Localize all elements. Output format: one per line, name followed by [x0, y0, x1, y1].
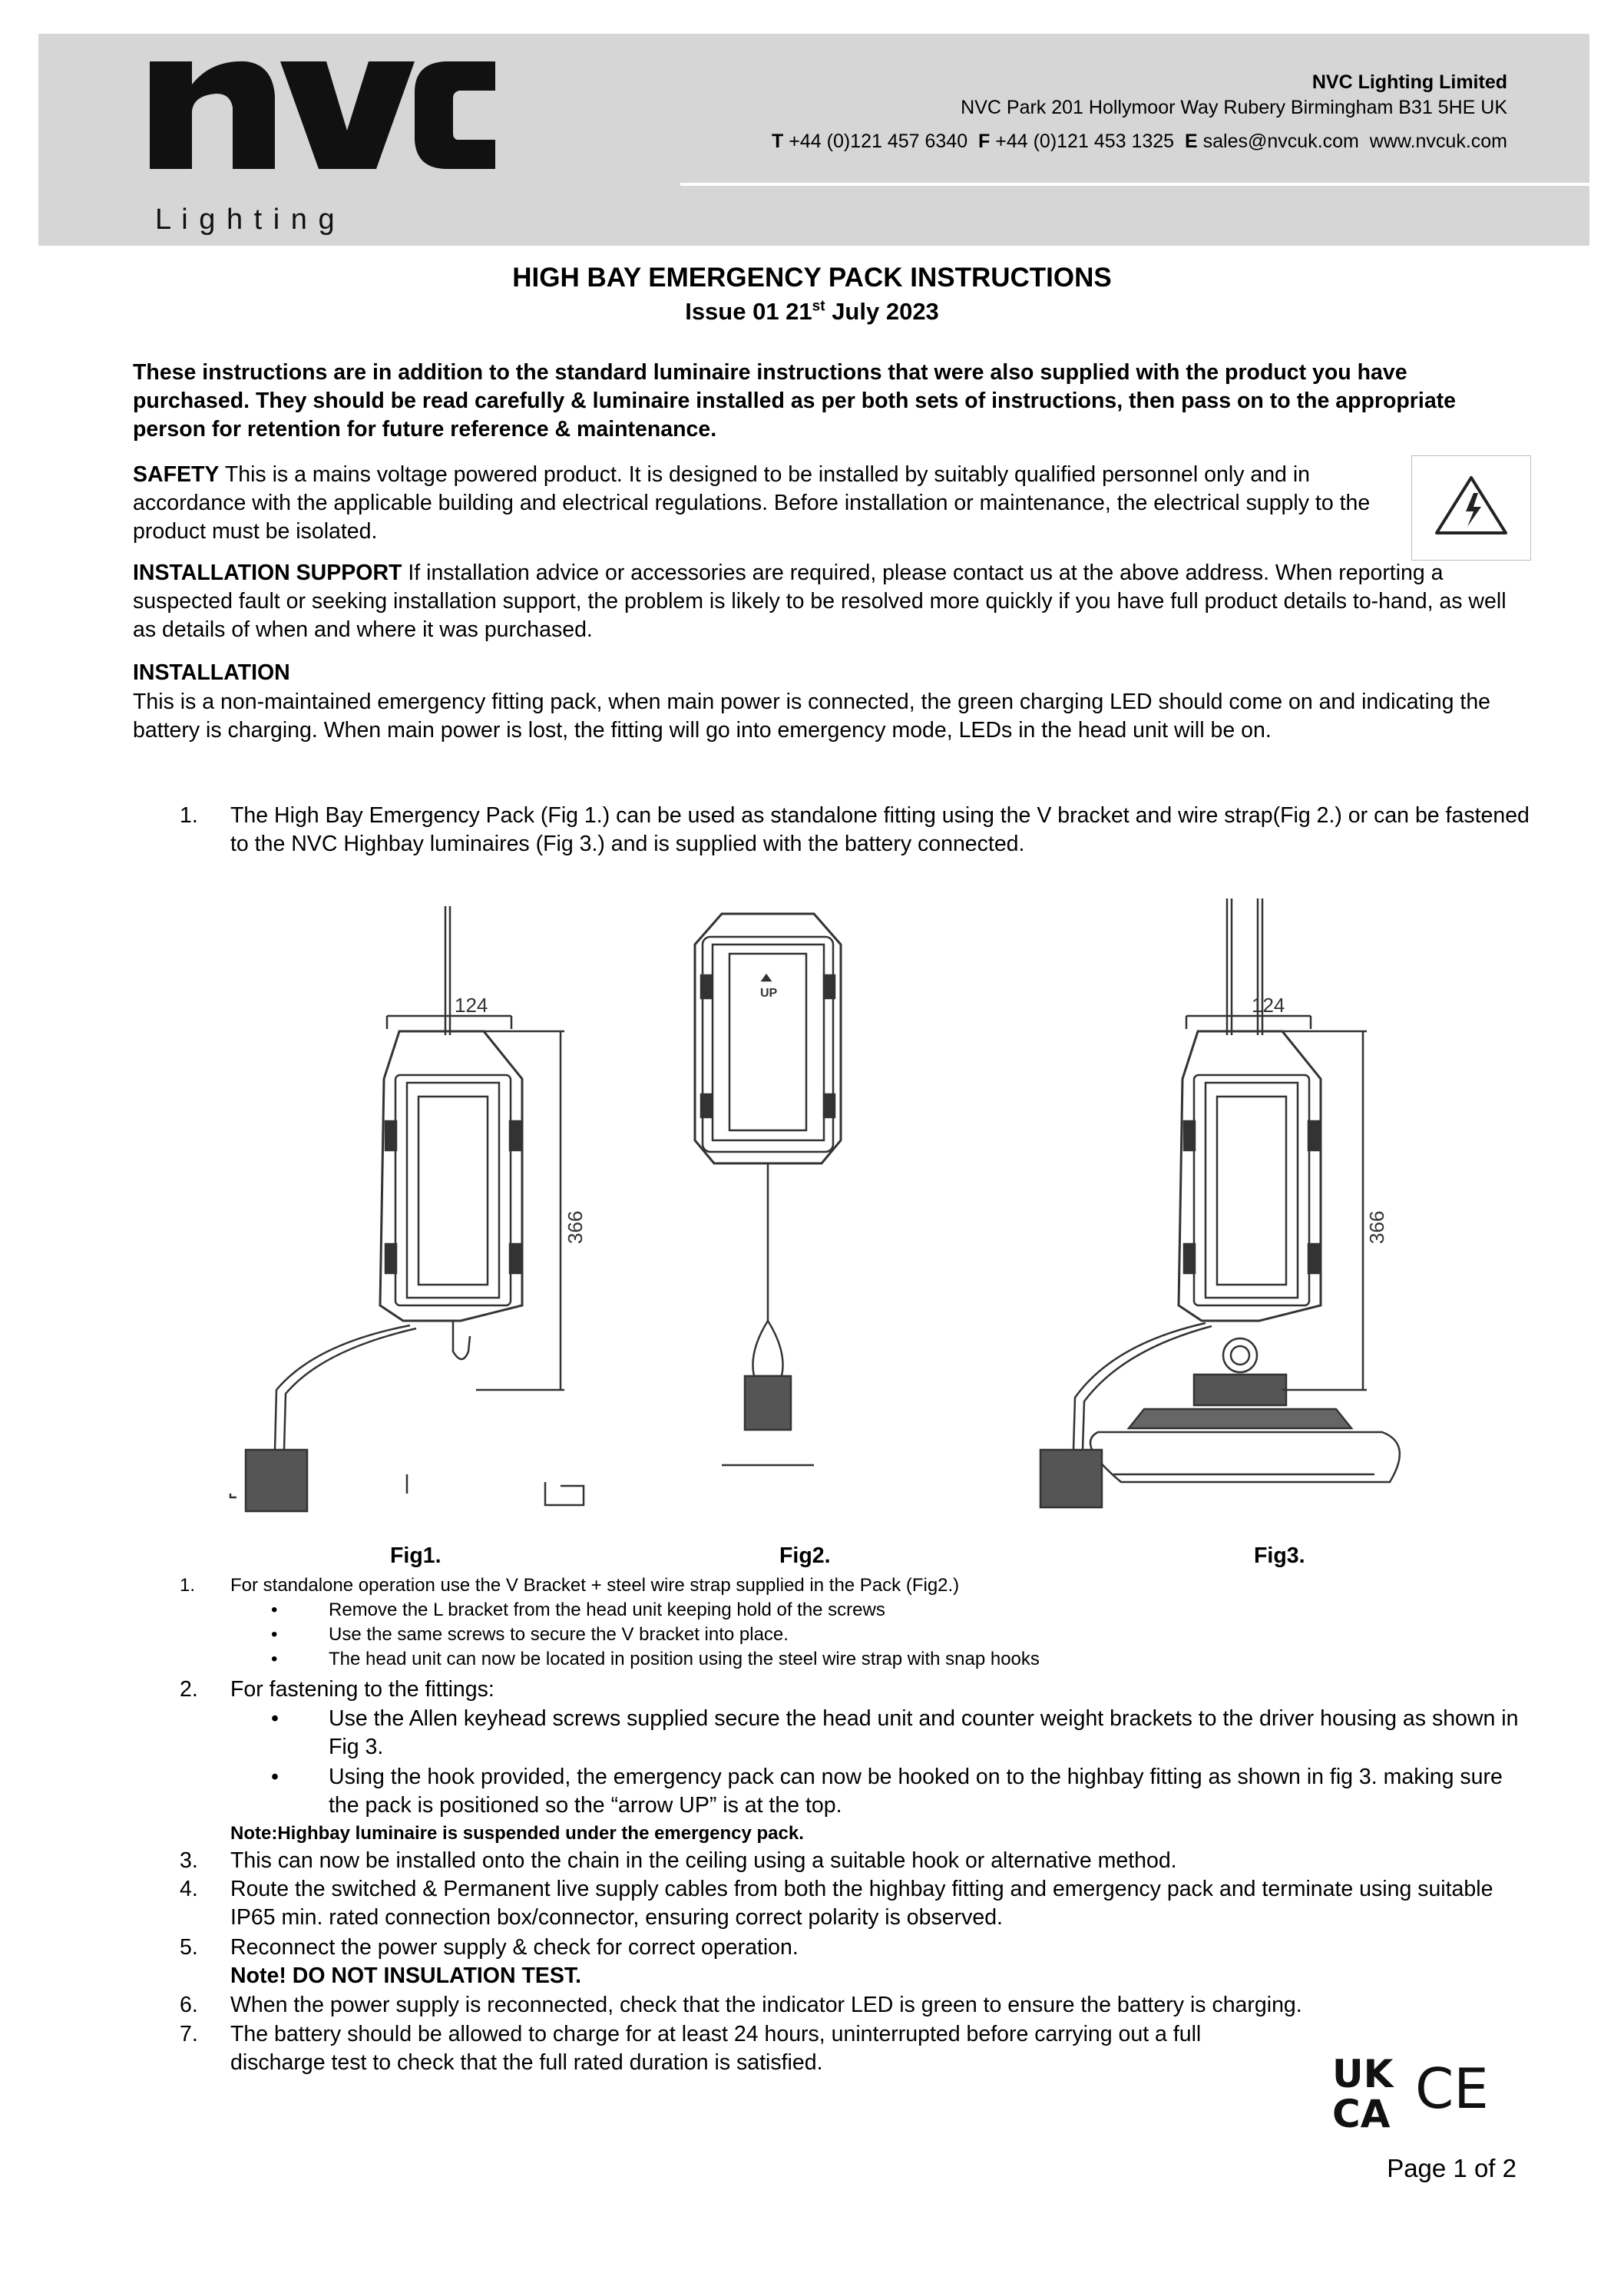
website-link[interactable]: www.nvcuk.com — [1369, 131, 1507, 152]
company-address: NVC Park 201 Hollymoor Way Rubery Birmingham B31 5HE UK — [961, 97, 1507, 118]
fig3-label: Fig3. — [1254, 1543, 1305, 1568]
tel: +44 (0)121 457 6340 — [789, 131, 968, 152]
fig3-drawing — [1040, 898, 1400, 1507]
fax-label: F — [978, 131, 991, 152]
email-link[interactable]: sales@nvcuk.com — [1202, 131, 1359, 152]
ce-mark: CE — [1415, 2056, 1489, 2121]
nvc-logo — [146, 54, 499, 238]
fig2-drawing — [695, 914, 841, 1465]
tel-label: T — [772, 131, 784, 152]
installation-heading: INSTALLATION — [133, 660, 290, 685]
header-divider — [680, 183, 1591, 186]
company-contact — [772, 131, 1507, 153]
installation-body: This is a non-maintained emergency fitting pack, when main power is connected, the green charging LED should come on and indicating the battery is charging. When main power is lost, the fitting will go into emergency mode, LEDs in the head unit will be on. — [133, 690, 1491, 743]
document-issue: Issue 01 21st July 2023 — [685, 298, 939, 325]
fig1-dim-width: 124 — [455, 994, 488, 1017]
electrical-warning-sign — [1411, 455, 1531, 561]
ukca-ce-marks — [1332, 2050, 1509, 2135]
fig3-dim-width: 124 — [1252, 994, 1285, 1017]
company-name: NVC Lighting Limited — [1311, 71, 1507, 93]
email-label: E — [1185, 131, 1198, 152]
fig1-drawing — [230, 906, 587, 1511]
intro-paragraph: These instructions are in addition to the standard luminaire instructions that were also supplied with the product you have purchased. They should be read carefully & luminaire installed as per both sets of instructions, then pass on to the appropriate person for retention for future reference & maintenance. — [133, 360, 1457, 442]
ukca-mark: UK — [1332, 2052, 1394, 2096]
safety-paragraph: SAFETY This is a mains voltage powered product. It is designed to be installed by suitably qualified personnel only and in accordance with the applicable building and electrical regulations. Before installation or maintenance, the electrical supply to the product must be isolated. — [133, 462, 1371, 544]
logo-subtitle: L i g h t i n g — [155, 203, 336, 236]
svg-text:CA: CA — [1332, 2092, 1391, 2135]
support-paragraph: INSTALLATION SUPPORT If installation advice or accessories are required, please contact us at the above address. When reporting a suspected fault or seeking installation support, the problem is likely to be resolved more quickly if you have full product details to-hand, as well as details of when and where it was purchased. — [133, 561, 1507, 642]
fig1-label: Fig1. — [390, 1543, 442, 1568]
figures-drawing — [223, 891, 1451, 1536]
fig3-dim-height: 366 — [1365, 1210, 1388, 1244]
fig2-label: Fig2. — [779, 1543, 831, 1568]
fig2-up-label: UP — [760, 987, 778, 1000]
document-title: HIGH BAY EMERGENCY PACK INSTRUCTIONS — [512, 263, 1112, 293]
lightning-bolt-icon — [1466, 493, 1481, 527]
page-number: Page 1 of 2 — [1387, 2154, 1517, 2182]
fig1-dim-height: 366 — [564, 1210, 587, 1244]
fax: +44 (0)121 453 1325 — [995, 131, 1175, 152]
